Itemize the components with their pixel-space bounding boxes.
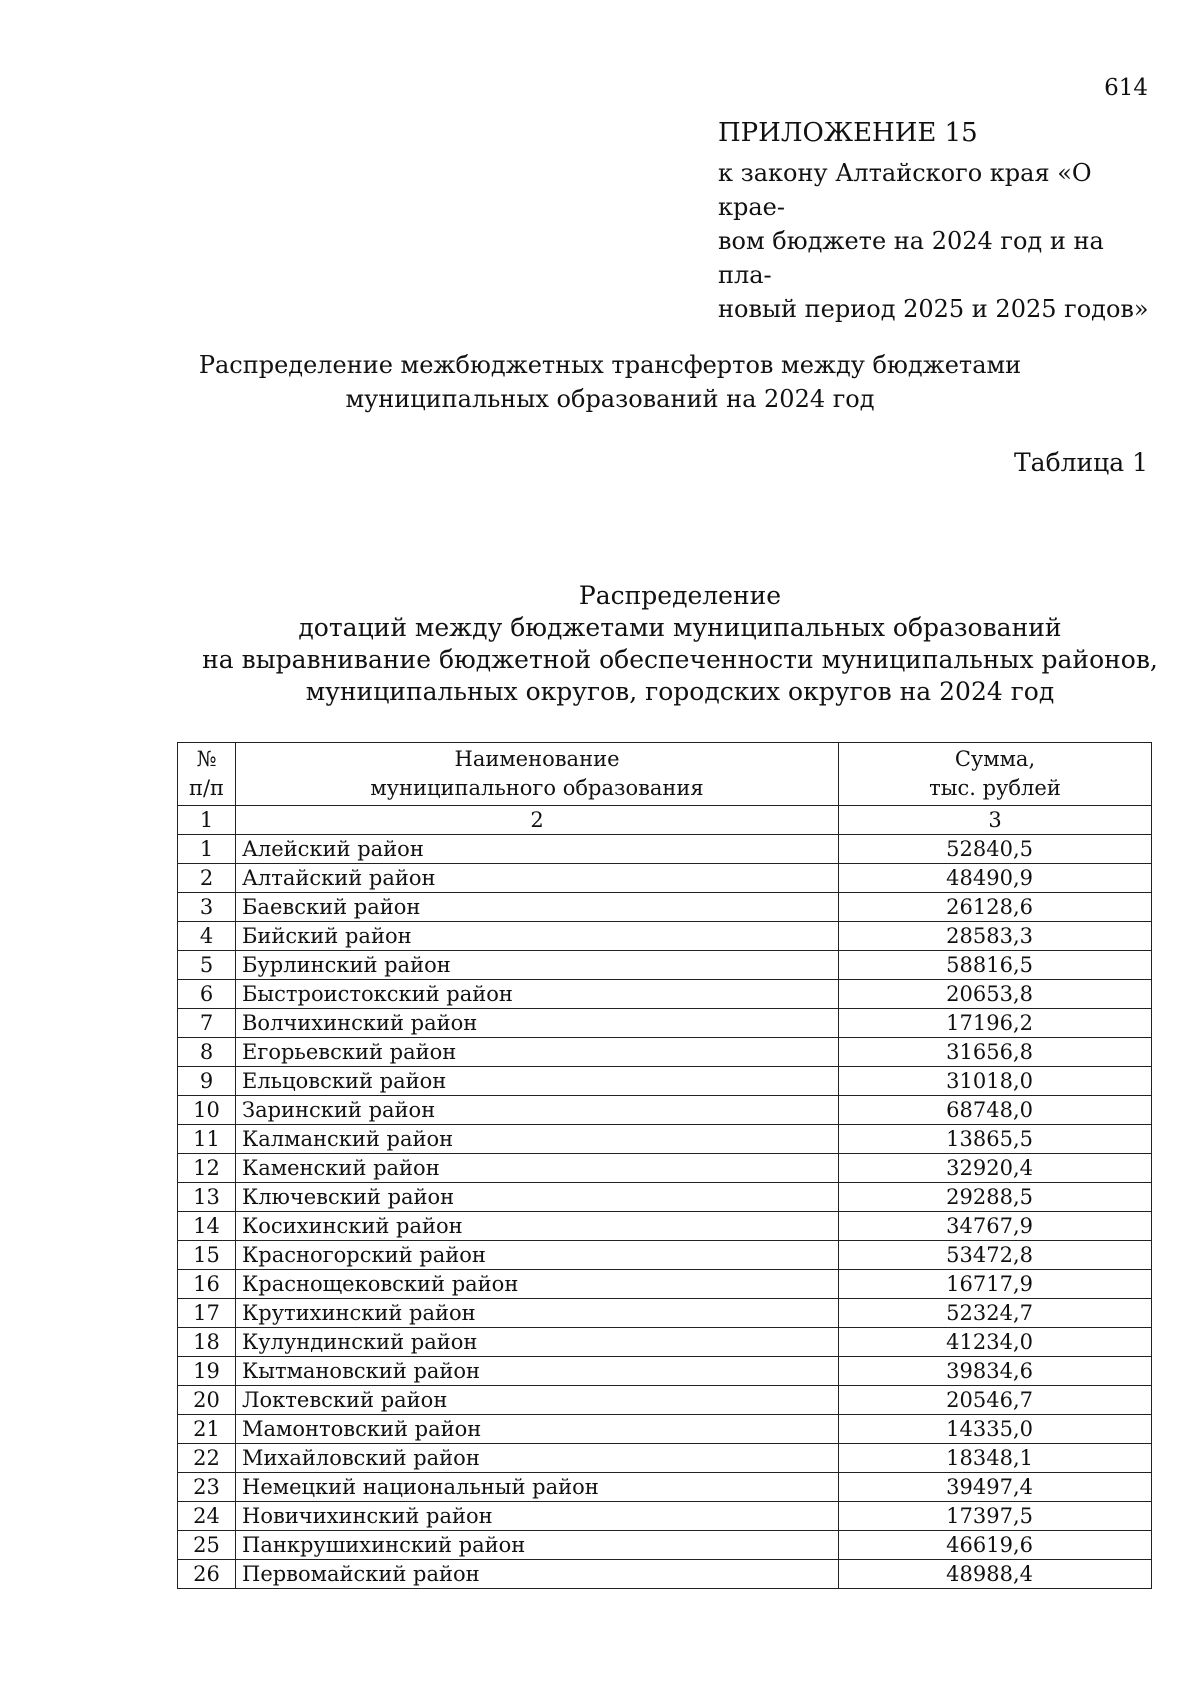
row-name: Бийский район [236,922,839,951]
row-name: Красногорский район [236,1241,839,1270]
row-sum: 68748,0 [839,1096,1152,1125]
table-row [178,1125,1152,1154]
row-name: Михайловский район [236,1444,839,1473]
row-name: Быстроистокский район [236,980,839,1009]
row-number: 20 [178,1386,236,1415]
subsidy-table [177,742,1152,1589]
table-body [178,806,1152,1589]
table-row [178,1241,1152,1270]
row-sum: 39834,6 [839,1357,1152,1386]
row-number: 18 [178,1328,236,1357]
table-row [178,1067,1152,1096]
row-sum: 46619,6 [839,1531,1152,1560]
table-row [178,1212,1152,1241]
table-row [178,893,1152,922]
table-row [178,951,1152,980]
row-sum: 52840,5 [839,835,1152,864]
row-name: Бурлинский район [236,951,839,980]
header-name [236,743,839,806]
table-row [178,1038,1152,1067]
header-num [178,743,236,806]
row-sum: 26128,6 [839,893,1152,922]
row-number: 14 [178,1212,236,1241]
column-index-row [178,806,1152,835]
row-name: Егорьевский район [236,1038,839,1067]
row-sum: 20653,8 [839,980,1152,1009]
table-row [178,1357,1152,1386]
row-number: 10 [178,1096,236,1125]
row-sum: 28583,3 [839,922,1152,951]
row-number: 13 [178,1183,236,1212]
table-row [178,835,1152,864]
column-index: 2 [236,806,839,835]
row-number: 23 [178,1473,236,1502]
row-number: 19 [178,1357,236,1386]
row-name: Волчихинский район [236,1009,839,1038]
document-title-line: муниципальных образований на 2024 год [345,385,875,413]
table-row [178,1415,1152,1444]
row-number: 26 [178,1560,236,1589]
table-row [178,1386,1152,1415]
row-number: 7 [178,1009,236,1038]
page-number: 614 [1104,75,1148,101]
row-name: Немецкий национальный район [236,1473,839,1502]
table-row [178,1444,1152,1473]
header-sum-line1: Сумма, [954,747,1036,771]
row-name: Баевский район [236,893,839,922]
row-name: Ельцовский район [236,1067,839,1096]
header-num-line2: п/п [188,776,225,800]
table-header-row [178,743,1152,806]
row-name: Ключевский район [236,1183,839,1212]
header-name-line2: муниципального образования [370,776,704,800]
row-sum: 58816,5 [839,951,1152,980]
row-sum: 14335,0 [839,1415,1152,1444]
row-name: Панкрушихинский район [236,1531,839,1560]
table-title-line: муниципальных округов, городских округов на 2024 год [305,677,1055,706]
row-sum: 34767,9 [839,1212,1152,1241]
row-sum: 13865,5 [839,1125,1152,1154]
table-row [178,1299,1152,1328]
document-title-line: Распределение межбюджетных трансфертов между бюджетами [198,351,1022,379]
row-sum: 29288,5 [839,1183,1152,1212]
row-number: 4 [178,922,236,951]
row-name: Мамонтовский район [236,1415,839,1444]
table-title-line: Распределение [578,581,782,610]
row-number: 8 [178,1038,236,1067]
subsidy-table-container [177,742,1152,1589]
row-number: 25 [178,1531,236,1560]
row-number: 22 [178,1444,236,1473]
row-number: 17 [178,1299,236,1328]
row-name: Алтайский район [236,864,839,893]
row-sum: 31018,0 [839,1067,1152,1096]
row-number: 12 [178,1154,236,1183]
row-name: Косихинский район [236,1212,839,1241]
row-name: Крутихинский район [236,1299,839,1328]
table-row [178,980,1152,1009]
table-row [178,1096,1152,1125]
row-name: Заринский район [236,1096,839,1125]
table-row [178,1473,1152,1502]
row-number: 21 [178,1415,236,1444]
row-sum: 17196,2 [839,1009,1152,1038]
table-row [178,1328,1152,1357]
row-sum: 53472,8 [839,1241,1152,1270]
row-name: Первомайский район [236,1560,839,1589]
annex-title: ПРИЛОЖЕНИЕ 15 [718,118,978,148]
row-sum: 39497,4 [839,1473,1152,1502]
annex-block [718,118,1158,326]
row-name: Кулундинский район [236,1328,839,1357]
row-number: 1 [178,835,236,864]
row-name: Краснощековский район [236,1270,839,1299]
table-row [178,1531,1152,1560]
row-number: 2 [178,864,236,893]
row-sum: 41234,0 [839,1328,1152,1357]
row-sum: 52324,7 [839,1299,1152,1328]
header-sum [839,743,1152,806]
row-sum: 48988,4 [839,1560,1152,1589]
header-name-line1: Наименование [454,747,620,771]
table-row [178,1560,1152,1589]
header-sum-line2: тыс. рублей [929,776,1061,800]
annex-line: к закону Алтайского края «О крае- [718,159,1092,221]
table-row [178,1502,1152,1531]
row-sum: 32920,4 [839,1154,1152,1183]
row-number: 9 [178,1067,236,1096]
row-sum: 31656,8 [839,1038,1152,1067]
table-title-line: дотаций между бюджетами муниципальных образований [298,613,1062,642]
annex-line: новый период 2025 и 2025 годов» [718,295,1149,323]
row-sum: 18348,1 [839,1444,1152,1473]
row-name: Кытмановский район [236,1357,839,1386]
table-row [178,1270,1152,1299]
row-number: 6 [178,980,236,1009]
table-row [178,1154,1152,1183]
row-name: Локтевский район [236,1386,839,1415]
row-number: 16 [178,1270,236,1299]
row-sum: 17397,5 [839,1502,1152,1531]
row-sum: 20546,7 [839,1386,1152,1415]
row-name: Новичихинский район [236,1502,839,1531]
table-label: Таблица 1 [1013,448,1148,477]
table-row [178,864,1152,893]
annex-line: вом бюджете на 2024 год и на пла- [718,227,1104,289]
row-number: 3 [178,893,236,922]
row-number: 15 [178,1241,236,1270]
row-sum: 48490,9 [839,864,1152,893]
row-number: 5 [178,951,236,980]
row-number: 11 [178,1125,236,1154]
table-row [178,922,1152,951]
table-title-line: на выравнивание бюджетной обеспеченности муниципальных районов, [202,645,1158,674]
row-sum: 16717,9 [839,1270,1152,1299]
row-number: 24 [178,1502,236,1531]
column-index: 1 [178,806,236,835]
table-row [178,1009,1152,1038]
table-title [180,580,1180,708]
table-row [178,1183,1152,1212]
header-num-line1: № [196,747,217,771]
column-index: 3 [839,806,1152,835]
row-name: Алейский район [236,835,839,864]
row-name: Каменский район [236,1154,839,1183]
document-title [150,348,1070,416]
row-name: Калманский район [236,1125,839,1154]
